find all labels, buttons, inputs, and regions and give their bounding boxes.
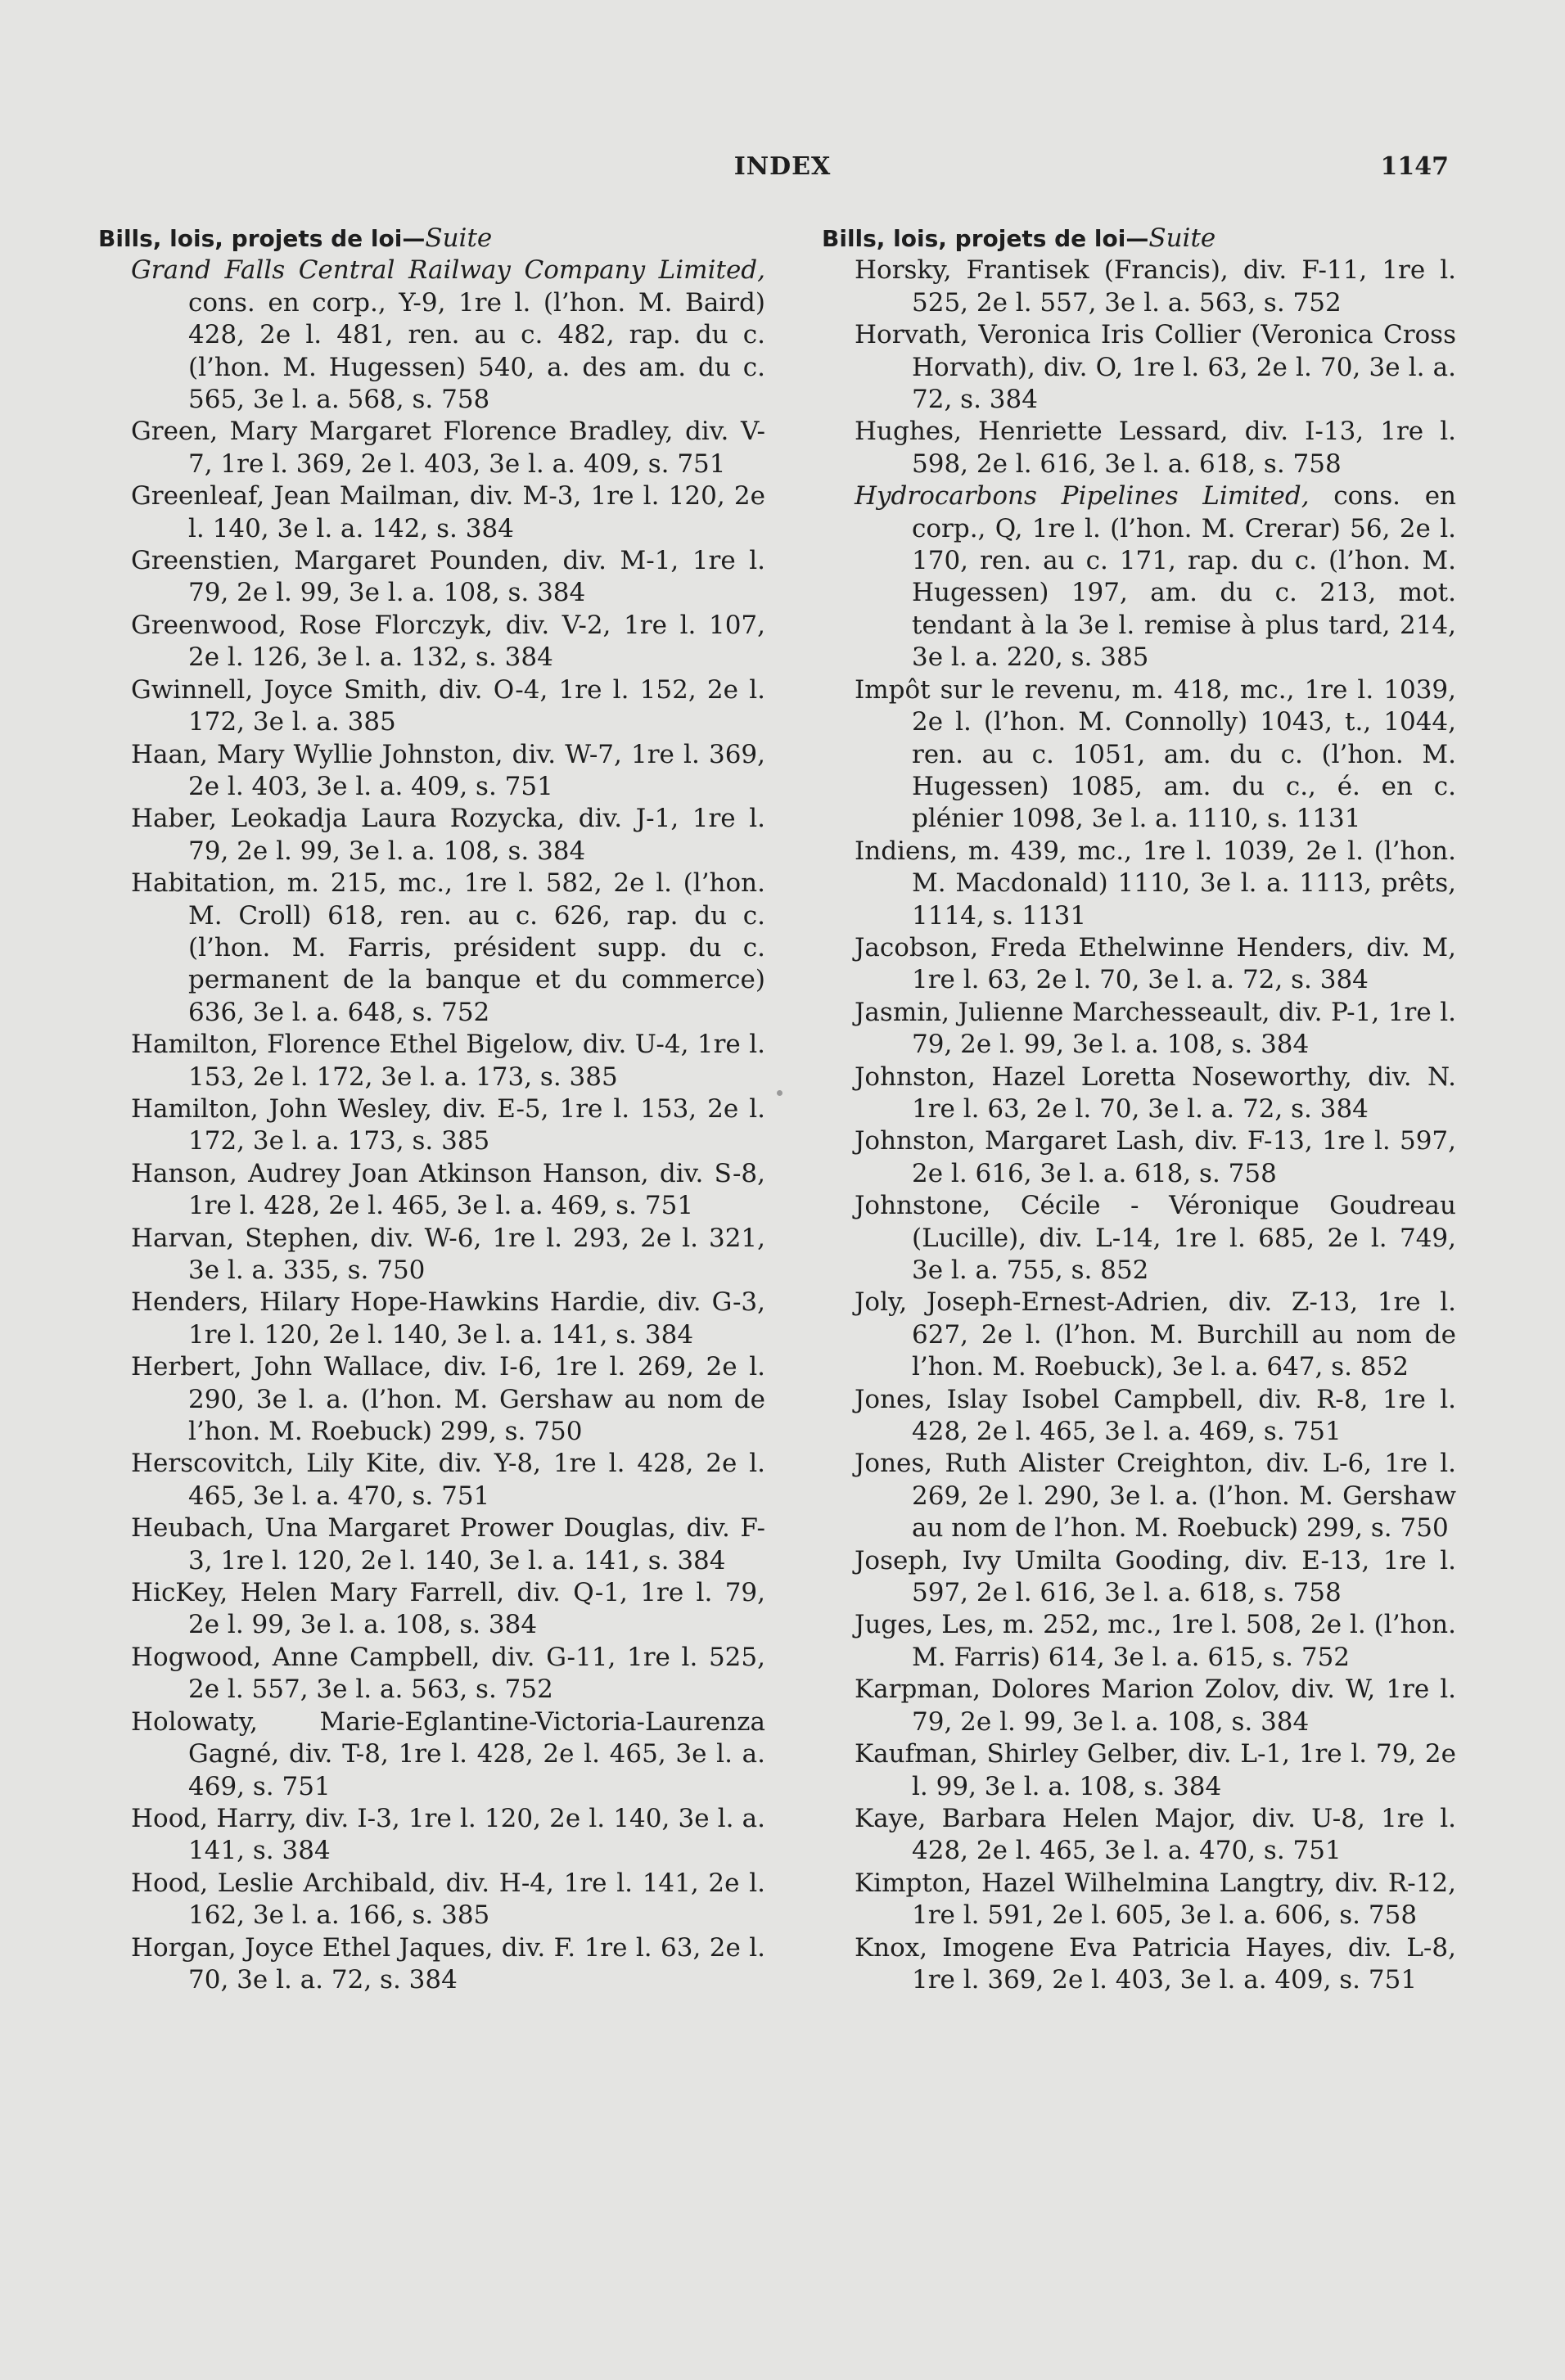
index-entry [131,1351,765,1448]
index-entry [131,1932,765,1997]
entry-text: Greenwood, Rose Florczyk, div. V-2, 1re l. 107, 2e l. 126, 3e l. a. 132, s. 384 [131,610,765,673]
entry-text: Greenleaf, Jean Mailman, div. M-3, 1re l. 120, 2e l. 140, 3e l. a. 142, s. 384 [131,481,765,543]
index-entry [131,255,765,416]
index-entry [855,255,1456,319]
index-entry [855,932,1456,997]
index-entry [855,1545,1456,1610]
index-entry [131,1223,765,1287]
index-entry [855,319,1456,416]
entry-text: Holowaty, Marie-Eglantine-Victoria-Laurenza Gagné, div. T-8, 1re l. 428, 2e l. 465, 3e l. a. 469, s. 751 [131,1706,765,1801]
entry-text: Henders, Hilary Hope-Hawkins Hardie, div. G-3, 1re l. 120, 2e l. 140, 3e l. a. 141, s. 384 [131,1287,765,1350]
right-entries-list [822,255,1456,1996]
index-entry [855,1868,1456,1932]
entry-text: Joseph, Ivy Umilta Gooding, div. E-13, 1re l. 597, 2e l. 616, 3e l. a. 618, s. 758 [855,1545,1456,1608]
entry-text: Johnston, Hazel Loretta Noseworthy, div. N. 1re l. 63, 2e l. 70, 3e l. a. 72, s. 384 [855,1062,1456,1124]
entry-text: Herbert, John Wallace, div. I-6, 1re l. 269, 2e l. 290, 3e l. a. (l’hon. M. Gershaw au nom de l’hon. M. Roebuck) 299, s. 750 [131,1352,765,1447]
entry-text: Hamilton, Florence Ethel Bigelow, div. U-4, 1re l. 153, 2e l. 172, 3e l. a. 173, s. 385 [131,1030,765,1092]
index-entry [131,674,765,739]
entry-text: Kaye, Barbara Helen Major, div. U-8, 1re l. 428, 2e l. 465, 3e l. a. 470, s. 751 [855,1803,1456,1866]
left-column [98,223,765,1996]
index-entry [131,1448,765,1512]
entry-text: Heubach, Una Margaret Prower Douglas, div. F-3, 1re l. 120, 2e l. 140, 3e l. a. 141, s. 384 [131,1513,765,1575]
entry-text: Hamilton, John Wesley, div. E-5, 1re l. 153, 2e l. 172, 3e l. a. 173, s. 385 [131,1093,765,1156]
index-entry [855,1609,1456,1674]
entry-text: Horgan, Joyce Ethel Jaques, div. F. 1re l. 63, 2e l. 70, 3e l. a. 72, s. 384 [131,1932,765,1995]
column-heading [822,223,1456,255]
entry-text: Knox, Imogene Eva Patricia Hayes, div. L-8, 1re l. 369, 2e l. 403, 3e l. a. 409, s. 751 [855,1932,1456,1995]
index-entry [131,868,765,1029]
left-entries-list [98,255,765,1996]
index-entry [855,674,1456,836]
entry-text: Harvan, Stephen, div. W-6, 1re l. 293, 2e l. 321, 3e l. a. 335, s. 750 [131,1223,765,1285]
index-entry [131,480,765,545]
right-column [822,223,1456,1996]
entry-text: Habitation, m. 215, mc., 1re l. 582, 2e l. (l’hon. M. Croll) 618, ren. au c. 626, rap. du c. (l’hon. M. Farris, président supp. du c. permanent de la banque et du commerce) 636, 3e l. a. 648, s. 752 [131,868,765,1027]
entry-text: Jones, Islay Isobel Campbell, div. R-8, 1re l. 428, 2e l. 465, 3e l. a. 469, s. 751 [855,1384,1456,1447]
index-entry [855,1448,1456,1544]
entry-text: Hood, Leslie Archibald, div. H-4, 1re l. 141, 2e l. 162, 3e l. a. 166, s. 385 [131,1868,765,1931]
index-entry [131,545,765,610]
print-speck [777,1090,782,1096]
running-head: INDEX [733,152,832,181]
index-entry [131,1029,765,1093]
index-entry [131,1512,765,1577]
entry-text: Joly, Joseph-Ernest-Adrien, div. Z-13, 1re l. 627, 2e l. (l’hon. M. Burchill au nom de l’hon. M. Roebuck), 3e l. a. 647, s. 852 [855,1287,1456,1382]
index-entry [855,997,1456,1062]
index-entry [855,1738,1456,1803]
index-entry [131,739,765,804]
entry-italic-title: Grand Falls Central Railway Company Limited, [131,255,765,286]
entry-text: Johnstone, Cécile - Véronique Goudreau (Lucille), div. L-14, 1re l. 685, 2e l. 749, 3e l. a. 755, s. 852 [855,1191,1456,1285]
entry-text: Haber, Leokadja Laura Rozycka, div. J-1, 1re l. 79, 2e l. 99, 3e l. a. 108, s. 384 [131,804,765,866]
entry-text: cons. en corp., Q, 1re l. (l’hon. M. Crerar) 56, 2e l. 170, ren. au c. 171, rap. du c. (l’hon. M. Hugessen) 197, am. du c. 213, mot. tendant à la 3e l. remise à plus tard, 214, 3e l. a. 220, s. 385 [912,481,1456,673]
entry-text: Horvath, Veronica Iris Collier (Veronica Cross Horvath), div. O, 1re l. 63, 2e l. 70, 3e l. a. 72, s. 384 [855,320,1456,415]
column-heading-text: Bills, lois, projets de loi— [98,225,426,252]
entry-text: Indiens, m. 439, mc., 1re l. 1039, 2e l. (l’hon. M. Macdonald) 1110, 3e l. a. 1113, prêts, 1114, s. 1131 [855,836,1456,931]
entry-text: Juges, Les, m. 252, mc., 1re l. 508, 2e l. (l’hon. M. Farris) 614, 3e l. a. 615, s. 752 [855,1610,1456,1672]
index-entry [131,1706,765,1803]
index-entry [131,1093,765,1158]
entry-text: Horsky, Frantisek (Francis), div. F-11, 1re l. 525, 2e l. 557, 3e l. a. 563, s. 752 [855,255,1456,318]
index-entry [855,1190,1456,1287]
entry-text: Hanson, Audrey Joan Atkinson Hanson, div. S-8, 1re l. 428, 2e l. 465, 3e l. a. 469, s. 751 [131,1158,765,1221]
entry-text: Kaufman, Shirley Gelber, div. L-1, 1re l. 79, 2e l. 99, 3e l. a. 108, s. 384 [855,1739,1456,1801]
index-entry [855,1803,1456,1868]
column-heading-suite: Suite [425,223,493,253]
entry-text: Herscovitch, Lily Kite, div. Y-8, 1re l. 428, 2e l. 465, 3e l. a. 470, s. 751 [131,1449,765,1511]
entry-text: Impôt sur le revenu, m. 418, mc., 1re l. 1039, 2e l. (l’hon. M. Connolly) 1043, t., 1044, ren. au c. 1051, am. du c. (l’hon. M. Hugessen) 1085, am. du c., é. en c. plénier 1098, 3e l. a. 1110, s. 1131 [855,674,1456,834]
entry-text: Hogwood, Anne Campbell, div. G-11, 1re l. 525, 2e l. 557, 3e l. a. 563, s. 752 [131,1642,765,1705]
entry-text: Hood, Harry, div. I-3, 1re l. 120, 2e l. 140, 3e l. a. 141, s. 384 [131,1803,765,1866]
index-entry [131,1158,765,1223]
index-entry [131,1868,765,1932]
entry-text: Green, Mary Margaret Florence Bradley, div. V-7, 1re l. 369, 2e l. 403, 3e l. a. 409, s. 751 [131,417,765,479]
index-entry [131,1577,765,1642]
entry-text: Jacobson, Freda Ethelwinne Henders, div. M, 1re l. 63, 2e l. 70, 3e l. a. 72, s. 384 [855,932,1456,995]
column-heading-text: Bills, lois, projets de loi— [822,225,1149,252]
entry-text: Johnston, Margaret Lash, div. F-13, 1re l. 597, 2e l. 616, 3e l. a. 618, s. 758 [855,1126,1456,1188]
entry-italic-title: Hydrocarbons Pipelines Limited, [855,481,1310,512]
entry-text: Haan, Mary Wyllie Johnston, div. W-7, 1re l. 369, 2e l. 403, 3e l. a. 409, s. 751 [131,739,765,801]
index-entry [855,1062,1456,1126]
index-entry [855,480,1456,674]
index-entry [855,1125,1456,1190]
column-heading-suite: Suite [1148,223,1216,253]
index-entry [131,1287,765,1351]
entry-text: cons. en corp., Y-9, 1re l. (l’hon. M. Baird) 428, 2e l. 481, ren. au c. 482, rap. du c. (l’hon. M. Hugessen) 540, a. des am. du c. 565, 3e l. a. 568, s. 758 [188,287,765,415]
index-entry [855,836,1456,932]
page-number: 1147 [1380,152,1449,181]
index-entry [131,1803,765,1868]
index-entry [855,1287,1456,1383]
index-entry [131,610,765,674]
index-entry [855,1674,1456,1738]
index-entry [855,416,1456,480]
column-heading [98,223,765,255]
entry-text: Jones, Ruth Alister Creighton, div. L-6, 1re l. 269, 2e l. 290, 3e l. a. (l’hon. M. Gershaw au nom de l’hon. M. Roebuck) 299, s. 750 [855,1449,1456,1544]
entry-text: Jasmin, Julienne Marchesseault, div. P-1, 1re l. 79, 2e l. 99, 3e l. a. 108, s. 384 [855,997,1456,1060]
page-header [0,152,1565,193]
entry-text: HicKey, Helen Mary Farrell, div. Q-1, 1re l. 79, 2e l. 99, 3e l. a. 108, s. 384 [131,1578,765,1640]
entry-text: Karpman, Dolores Marion Zolov, div. W, 1re l. 79, 2e l. 99, 3e l. a. 108, s. 384 [855,1675,1456,1737]
entry-text: Greenstien, Margaret Pounden, div. M-1, 1re l. 79, 2e l. 99, 3e l. a. 108, s. 384 [131,546,765,608]
index-entry [855,1384,1456,1449]
entry-text: Gwinnell, Joyce Smith, div. O-4, 1re l. 152, 2e l. 172, 3e l. a. 385 [131,674,765,737]
entry-text: Kimpton, Hazel Wilhelmina Langtry, div. R-12, 1re l. 591, 2e l. 605, 3e l. a. 606, s. 758 [855,1868,1456,1931]
entry-text: Hughes, Henriette Lessard, div. I-13, 1re l. 598, 2e l. 616, 3e l. a. 618, s. 758 [855,417,1456,479]
index-entry [131,416,765,480]
index-entry [131,1642,765,1706]
index-entry [131,803,765,868]
index-entry [855,1932,1456,1997]
